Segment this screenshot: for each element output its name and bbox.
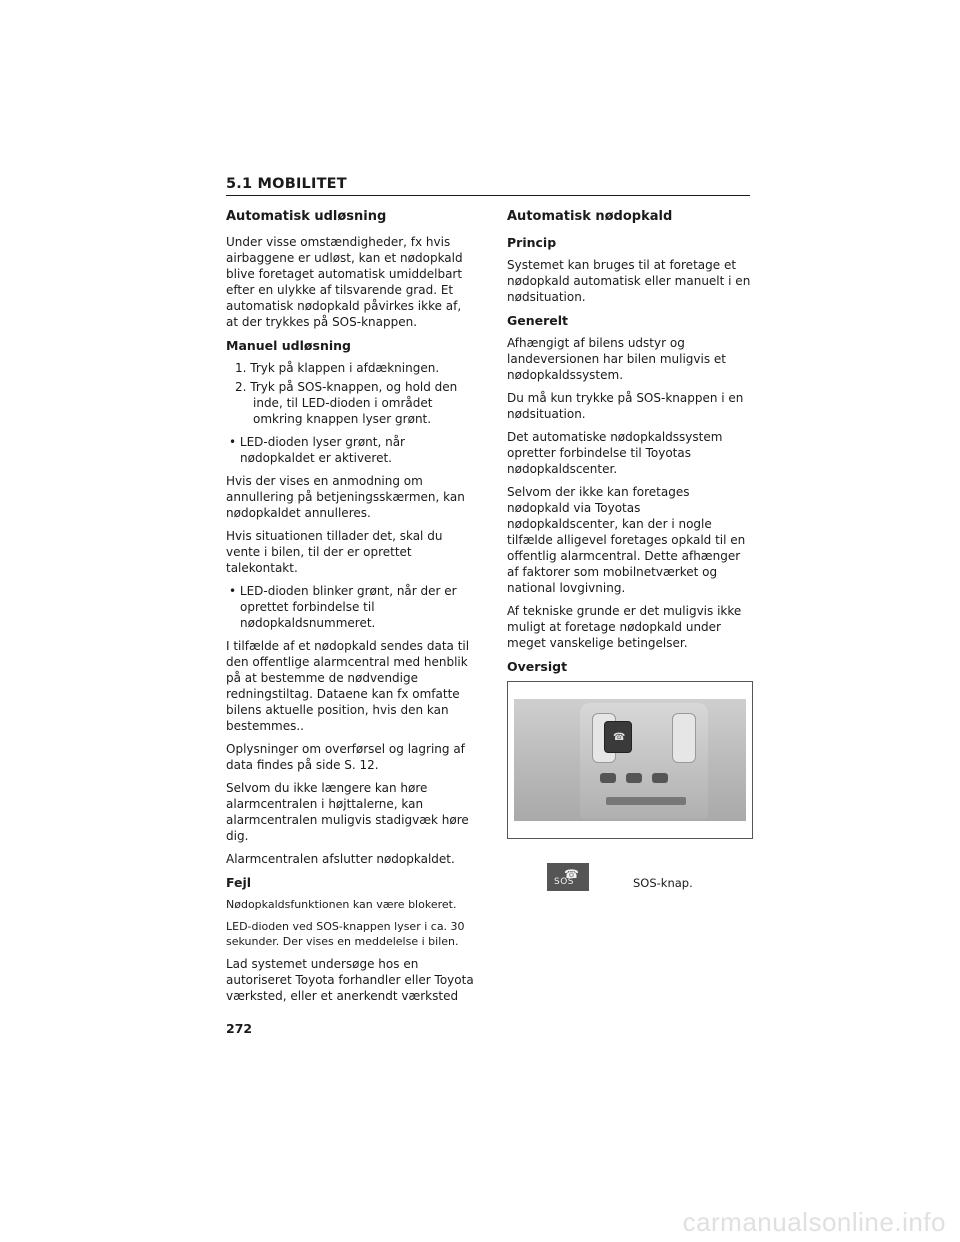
overhead-console-photo xyxy=(514,699,746,821)
overhead-console-figure xyxy=(507,681,753,839)
generelt-heading: Generelt xyxy=(507,313,569,328)
right-column xyxy=(507,208,753,893)
left-column xyxy=(226,208,474,1011)
general-text-4: Selvom der ikke kan foretages nødopkald via Toyotas nødopkaldscenter, kan der i nogle tilfælde alligevel foretages opkald til en offentlig alarmcentral. Dette afhænger af faktorer som mobilnetværket og national lovgivning. xyxy=(507,485,746,595)
bullet-led-green: • LED-dioden lyser grønt, når nødopkaldet er aktiveret. xyxy=(229,435,405,465)
sos-button-illustration xyxy=(604,721,632,753)
sos-icon xyxy=(547,863,589,891)
console-panel xyxy=(606,797,686,805)
paragraph-end: Alarmcentralen afslutter nødopkaldet. xyxy=(226,852,455,866)
general-text-2: Du må kun trykke på SOS-knappen i en nødsituation. xyxy=(507,391,744,421)
paragraph-storage: Oplysninger om overførsel og lagring af data findes på side S. 12. xyxy=(226,742,465,772)
sos-icon-label: SOS xyxy=(554,877,575,887)
paragraph-wait: Hvis situationen tillader det, skal du vente i bilen, til der er oprettet talekontakt. xyxy=(226,529,443,575)
general-text-5: Af tekniske grunde er det muligvis ikke muligt at foretage nødopkald under meget vanskelige betingelser. xyxy=(507,604,742,650)
bullet-led-blink: • LED-dioden blinker grønt, når der er oprettet forbindelse til nødopkaldsnummeret. xyxy=(229,584,457,630)
step-1: 1. Tryk på klappen i afdækningen. xyxy=(235,361,440,375)
step-2: 2. Tryk på SOS-knappen, og hold den inde, til LED-dioden i området omkring knappen lyser grønt. xyxy=(235,380,458,426)
reading-lamp-right xyxy=(672,713,696,763)
phone-icon: ☎ xyxy=(564,867,579,881)
phone-icon: ☎ xyxy=(613,732,626,743)
fault-heading: Fejl xyxy=(226,875,252,890)
auto-call-heading: Automatisk nødopkald xyxy=(507,209,673,224)
paragraph-cancel: Hvis der vises en anmodning om annullering på betjeningsskærmen, kan nødopkaldet annulleres. xyxy=(226,474,465,520)
figure-legend xyxy=(507,863,753,893)
paragraph-data: I tilfælde af et nødopkald sendes data til den offentlige alarmcentral med henblik på at bestemme de nødvendige redningstiltag. Dataene kan fx omfatte bilens aktuelle position, hvis den kan bestemmes.. xyxy=(226,639,470,733)
auto-trigger-heading: Automatisk udløsning xyxy=(226,209,387,224)
legend-text: SOS-knap. xyxy=(633,876,693,890)
paragraph-hear: Selvom du ikke længere kan høre alarmcentralen i højttalerne, kan alarmcentralen muligvis stadigvæk høre dig. xyxy=(226,781,469,843)
general-text-3: Det automatiske nødopkaldssystem opretter forbindelse til Toyotas nødopkaldscenter. xyxy=(507,430,723,476)
watermark: carmanualsonline.info xyxy=(682,1207,946,1237)
general-text-1: Afhængigt af bilens udstyr og landeversionen har bilen muligvis et nødopkaldssystem. xyxy=(507,336,727,382)
princip-heading: Princip xyxy=(507,235,557,250)
auto-trigger-text: Under visse omstændigheder, fx hvis airbaggene er udløst, kan et nødopkald blive foretaget automatisk umiddelbart efter en ulykke af tilsvarende grad. Et automatisk nødopkald påvirkes ikke af, at der trykkes på SOS-knappen. xyxy=(226,235,463,329)
console-buttons xyxy=(600,771,690,785)
paragraph-workshop: Lad systemet undersøge hos en autoriseret Toyota forhandler eller Toyota værksted, eller et anerkendt værksted xyxy=(226,957,474,1003)
fault-text-1: Nødopkaldsfunktionen kan være blokeret. xyxy=(226,898,457,911)
manual-trigger-heading: Manuel udløsning xyxy=(226,338,351,353)
oversigt-heading: Oversigt xyxy=(507,659,568,674)
princip-text: Systemet kan bruges til at foretage et nødopkald automatisk eller manuelt i en nødsituation. xyxy=(507,258,751,304)
section-header: 5.1 MOBILITET xyxy=(226,176,750,196)
page-number: 272 xyxy=(226,1021,253,1036)
fault-text-2: LED-dioden ved SOS-knappen lyser i ca. 30 sekunder. Der vises en meddelelse i bilen. xyxy=(226,920,465,948)
